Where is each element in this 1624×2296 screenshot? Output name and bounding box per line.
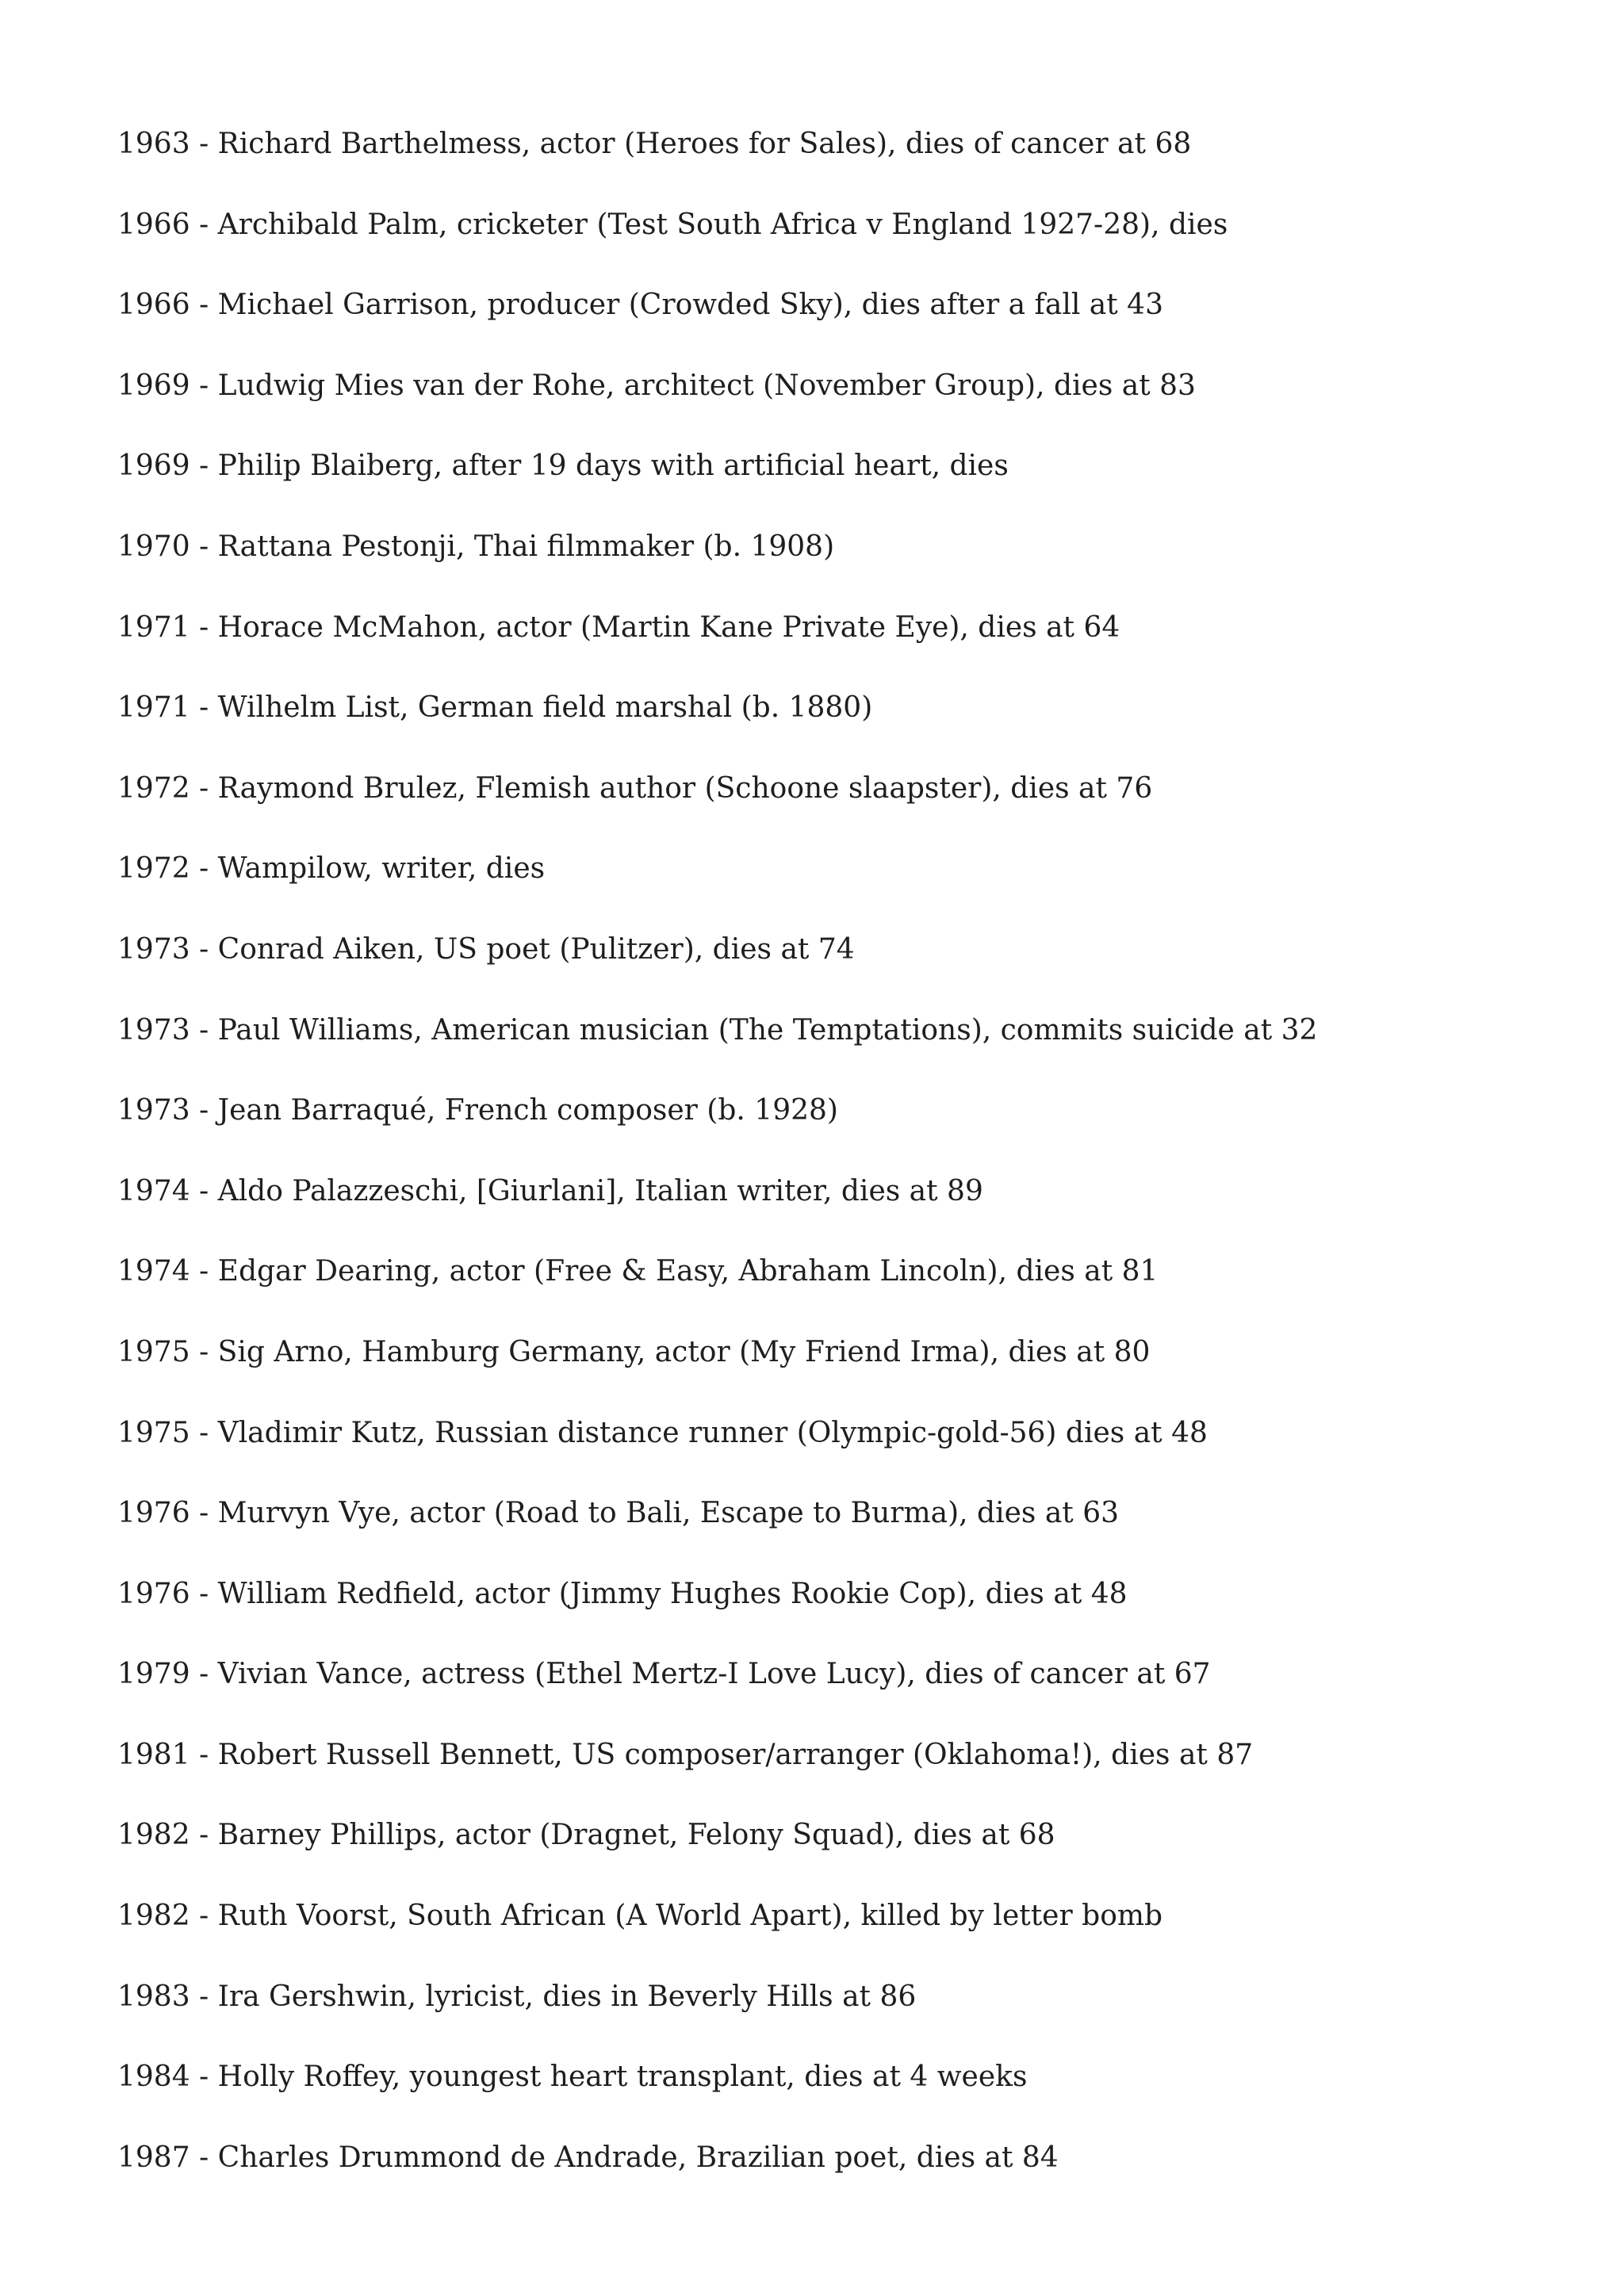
- list-item: 1981 - Robert Russell Bennett, US composer/arranger (Oklahoma!), dies at 87: [117, 1738, 1254, 1771]
- list-item: 1974 - Edgar Dearing, actor (Free & Easy, Abraham Lincoln), dies at 81: [117, 1255, 1159, 1288]
- list-item: 1966 - Archibald Palm, cricketer (Test South Africa v England 1927-28), dies: [117, 208, 1228, 241]
- list-item: 1966 - Michael Garrison, producer (Crowded Sky), dies after a fall at 43: [117, 289, 1163, 322]
- list-item: 1982 - Ruth Voorst, South African (A World Apart), killed by letter bomb: [117, 1900, 1163, 1933]
- list-item: 1963 - Richard Barthelmess, actor (Heroes for Sales), dies of cancer at 68: [117, 128, 1192, 160]
- list-item: 1972 - Wampilow, writer, dies: [117, 852, 546, 886]
- list-item: 1976 - Murvyn Vye, actor (Road to Bali, Escape to Burma), dies at 63: [117, 1497, 1120, 1530]
- list-item: 1969 - Philip Blaiberg, after 19 days with artificial heart, dies: [117, 450, 1009, 483]
- list-item: 1975 - Sig Arno, Hamburg Germany, actor (My Friend Irma), dies at 80: [117, 1335, 1151, 1368]
- list-item: 1971 - Wilhelm List, German field marshal (b. 1880): [117, 691, 873, 725]
- list-item: 1972 - Raymond Brulez, Flemish author (Schoone slaapster), dies at 76: [117, 771, 1153, 805]
- list-item: 1973 - Jean Barraqué, French composer (b. 1928): [117, 1094, 838, 1127]
- deaths-list: [117, 122, 1584, 2216]
- list-item: 1971 - Horace McMahon, actor (Martin Kane Private Eye), dies at 64: [117, 610, 1120, 644]
- list-item: 1973 - Conrad Aiken, US poet (Pulitzer), dies at 74: [117, 932, 855, 966]
- list-item: 1982 - Barney Phillips, actor (Dragnet, Felony Squad), dies at 68: [117, 1819, 1055, 1852]
- list-item: 1979 - Vivian Vance, actress (Ethel Mertz-I Love Lucy), dies of cancer at 67: [117, 1658, 1211, 1691]
- list-item: 1973 - Paul Williams, American musician (The Temptations), commits suicide at 32: [117, 1013, 1318, 1047]
- list-item: 1969 - Ludwig Mies van der Rohe, architect (November Group), dies at 83: [117, 369, 1196, 402]
- list-item: 1974 - Aldo Palazzeschi, [Giurlani], Italian writer, dies at 89: [117, 1174, 983, 1207]
- list-item: 1984 - Holly Roffey, youngest heart transplant, dies at 4 weeks: [117, 2061, 1028, 2094]
- list-item: 1970 - Rattana Pestonji, Thai filmmaker (b. 1908): [117, 530, 835, 563]
- list-item: 1987 - Charles Drummond de Andrade, Brazilian poet, dies at 84: [117, 2141, 1059, 2174]
- list-item: 1983 - Ira Gershwin, lyricist, dies in Beverly Hills at 86: [117, 1980, 917, 2013]
- list-item: 1975 - Vladimir Kutz, Russian distance runner (Olympic-gold-56) dies at 48: [117, 1416, 1208, 1449]
- list-item: 1976 - William Redfield, actor (Jimmy Hughes Rookie Cop), dies at 48: [117, 1577, 1128, 1610]
